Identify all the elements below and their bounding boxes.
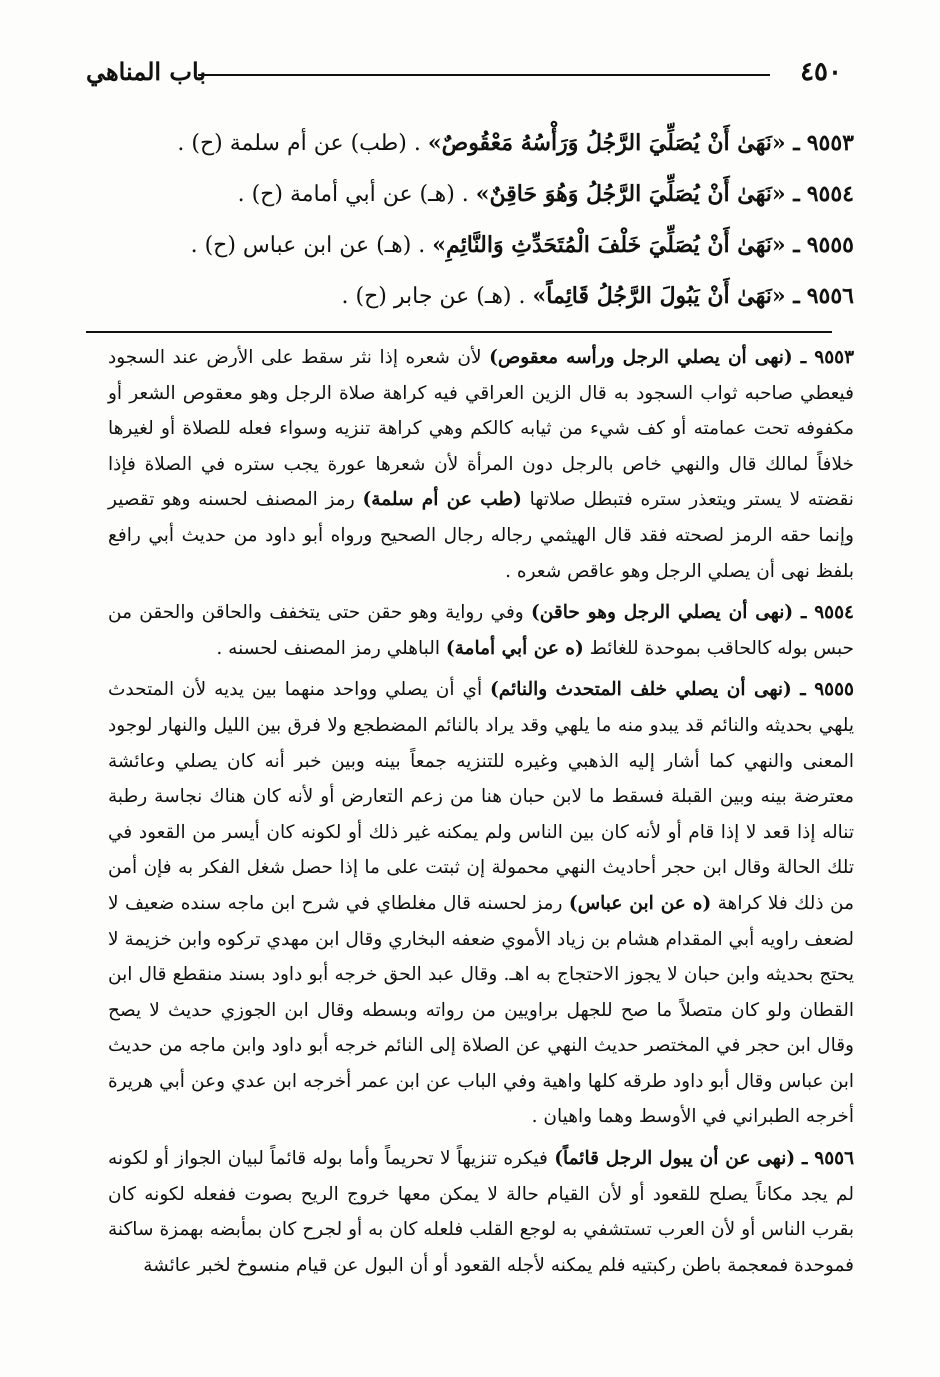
commentary-body: وفي رواية وهو حقن حتى يتخفف والحاقن والحقن من حبس بوله كالحاقب بموحدة للغائط — [108, 602, 854, 659]
commentary-lead: (نهى أن يصلي الرجل وهو حاقن) — [531, 602, 794, 624]
hadith-text: «نَهَىٰ أَنْ يُصَلِّيَ الرَّجُلُ وَرَأْسُهُ مَعْقُوصٌ» — [427, 130, 786, 156]
hadith-item: ٩٥٥٥ ـ «نَهَىٰ أَنْ يُصَلِّيَ خَلْفَ الْمُتَحَدِّثِ وَالنَّائِمِ» . (هـ) عن ابن عباس (ح) . — [190, 232, 854, 258]
hadith-source: . (هـ) عن جابر (ح) . — [341, 284, 526, 309]
hadith-source: . (هـ) عن أبي أمامة (ح) . — [237, 182, 469, 207]
hadith-number: ٩٥٥٥ — [806, 232, 854, 258]
hadith-text: «نَهَىٰ أَنْ يُصَلِّيَ الرَّجُلُ وَهُوَ حَاقِنٌ» — [475, 181, 786, 207]
commentary-body: رمز المصنف لحسنه وهو تقصير وإنما حقه الرمز لصحته فقد قال الهيثمي رجاله رجال الصحيح ورواه أبو داود من حديث أبي رافع بلفظ نهى أن يصلي الرجل وهو عاقص شعره . — [108, 489, 854, 582]
hadith-item: ٩٥٥٣ ـ «نَهَىٰ أَنْ يُصَلِّيَ الرَّجُلُ وَرَأْسُهُ مَعْقُوصٌ» . (طب) عن أم سلمة (ح) . — [177, 130, 854, 156]
commentary-paragraph: ٩٥٥٤ ـ (نهى أن يصلي الرجل وهو حاقن) وفي رواية وهو حقن حتى يتخفف والحاقن والحقن من حبس بوله كالحاقب بموحدة للغائط (ه عن أبي أمامة) الباهلي رمز المصنف لحسنه . — [108, 602, 854, 659]
commentary-lead: (نهى أن يصلي خلف المتحدث والنائم) — [490, 679, 792, 701]
commentary-ref: (ه عن ابن عباس) — [568, 892, 712, 914]
commentary-ref: (ه عن أبي أمامة) — [445, 637, 584, 659]
commentary-paragraph: ٩٥٥٥ ـ (نهى أن يصلي خلف المتحدث والنائم) أي أن يصلي وواحد منهما بين يديه لأن المتحدث يلهي بحديثه والنائم قد يبدو منه ما يلهي وقد يراد بالنائم المضطجع ولا فرق بين الليل والنهار لوجود المعنى والنهي كما أشار إليه الذهبي وغيره للتنزيه جمعاً بينه وبين خبر أنه كان يصلي وعائشة معترضة بينه وبين القبلة فسقط ما لابن حبان هنا من زعم التعارض أو لأنه كان هناك نجاسة رطبة تناله إذا قعد لا إذا قام أو لأنه كان بين الناس ولم يمكنه غير ذلك أو لكونه كان أيسر من القعود في تلك الحالة وقال ابن حجر أحاديث النهي محمولة إن ثبتت على ما إذا حصل شغل الفكر به فإن أمن من ذلك فلا كراهة (ه عن ابن عباس) رمز لحسنه قال مغلطاي في شرح ابن ماجه سنده ضعيف لا لضعف راويه أبي المقدام هشام بن زياد الأموي ضعفه البخاري وقال ابن مهدي تركوه وابن خزيمة لا يحتج بحديثه وابن حبان لا يجوز الاحتجاج به اهـ. وقال عبد الحق خرجه أبو داود بسند منقطع قال ابن القطان ولو كان متصلاً ما صح للجهل براويين من رواته وبسطه وقال ابن الجوزي حديث لا يصح وقال ابن حجر في المختصر حديث النهي عن الصلاة إلى النائم خرجه أبو داود وابن ماجه من حديث ابن عباس وقال أبو داود طرقه كلها واهية وفي الباب عن ابن عمر أخرجه ابن عدي وعن أبي هريرة أخرجه الطبراني في الأوسط وهما واهيان . — [108, 679, 855, 1128]
hadith-text: «نَهَىٰ أَنْ يَبُولَ الرَّجُلُ قَائِماً» — [532, 283, 786, 309]
page-header — [86, 52, 842, 92]
commentary-body: فيكره تنزيهاً لا تحريماً وأما بوله قائماً لبيان الجواز أو لكونه لم يجد مكاناً يصلح للقعود أو لأن القيام حالة لا يمكن معها خروج الريح بصوت ففعله لكونه كان بقرب الناس أو لأن العرب تستشفي به لوجع القلب فلعله كان به أو لجرح كان بمأبضه بهمزة ساكنة فموحدة فمعجمة باطن ركبتيه فلم يمكنه لأجله القعود أو أن البول عن قيام منسوخ لخبر عائشة — [108, 1148, 854, 1276]
hadith-list — [154, 118, 854, 322]
hadith-item: ٩٥٥٦ ـ «نَهَىٰ أَنْ يَبُولَ الرَّجُلُ قَائِماً» . (هـ) عن جابر (ح) . — [341, 283, 854, 309]
commentary-body: لأن شعره إذا نثر سقط على الأرض عند السجود فيعطي صاحبه ثواب السجود به قال الزين العراقي فيه كراهة صلاة الرجل وهو معقوص الشعر أو مكفوفه تحت عمامته أو كف شيء من ثيابه كالكم وهي كراهة تنزيه وسواء فعله للصلاة أو لغيرها خلافاً لمالك قال والنهي خاص بالرجل دون المرأة لأن شعرها عورة يجب ستره في الصلاة فإذا نقضته لا يستر ويتعذر ستره فتبطل صلاتها — [108, 347, 854, 511]
hadith-text: «نَهَىٰ أَنْ يُصَلِّيَ خَلْفَ الْمُتَحَدِّثِ وَالنَّائِمِ» — [432, 232, 786, 258]
hadith-number: ٩٥٥٣ — [806, 130, 854, 156]
header-rule — [198, 74, 770, 76]
commentary-number: ٩٥٥٣ — [814, 347, 855, 368]
commentary-number: ٩٥٥٦ — [814, 1148, 855, 1170]
commentary-section — [108, 340, 854, 1289]
page-number: ٤٥٠ — [800, 57, 842, 87]
commentary-ref: (طب عن أم سلمة) — [362, 489, 522, 511]
hadith-source: . (طب) عن أم سلمة (ح) . — [177, 131, 421, 156]
commentary-paragraph: ٩٥٥٦ ـ (نهى عن أن يبول الرجل قائماً) فيكره تنزيهاً لا تحريماً وأما بوله قائماً لبيان الجواز أو لكونه لم يجد مكاناً يصلح للقعود أو لأن القيام حالة لا يمكن معها خروج الريح بصوت ففعله لكونه كان بقرب الناس أو لأن العرب تستشفي به لوجع القلب فلعله كان به أو لجرح كان بمأبضه بهمزة ساكنة فموحدة فمعجمة باطن ركبتيه فلم يمكنه لأجله القعود أو أن البول عن قيام منسوخ لخبر عائشة — [108, 1148, 855, 1276]
hadith-source: . (هـ) عن ابن عباس (ح) . — [190, 233, 426, 258]
commentary-lead: (نهى أن يصلي الرجل ورأسه معقوص) — [489, 347, 793, 368]
commentary-number: ٩٥٥٤ — [814, 602, 854, 624]
hadith-number: ٩٥٥٤ — [806, 181, 854, 207]
hadith-number: ٩٥٥٦ — [806, 283, 854, 309]
hadith-item: ٩٥٥٤ ـ «نَهَىٰ أَنْ يُصَلِّيَ الرَّجُلُ وَهُوَ حَاقِنٌ» . (هـ) عن أبي أمامة (ح) . — [237, 181, 854, 207]
commentary-body: رمز لحسنه قال مغلطاي في شرح ابن ماجه سنده ضعيف لا لضعف راويه أبي المقدام هشام بن زياد الأموي ضعفه البخاري وقال ابن مهدي تركوه وابن خزيمة لا يحتج بحديثه وابن حبان لا يجوز الاحتجاج به اهـ. وقال عبد الحق خرجه أبو داود بسند منقطع قال ابن القطان ولو كان متصلاً ما صح للجهل براويين من رواته وبسطه وقال ابن الجوزي حديث لا يصح وقال ابن حجر في المختصر حديث النهي عن الصلاة إلى النائم خرجه أبو داود وابن ماجه من حديث ابن عباس وقال أبو داود طرقه كلها واهية وفي الباب عن ابن عمر أخرجه ابن عدي وعن أبي هريرة أخرجه الطبراني في الأوسط وهما واهيان . — [108, 892, 854, 1128]
commentary-lead: (نهى عن أن يبول الرجل قائماً) — [554, 1148, 796, 1170]
commentary-paragraph: ٩٥٥٣ ـ (نهى أن يصلي الرجل ورأسه معقوص) لأن شعره إذا نثر سقط على الأرض عند السجود فيعطي صاحبه ثواب السجود به قال الزين العراقي فيه كراهة صلاة الرجل وهو معقوص الشعر أو مكفوفه تحت عمامته أو كف شيء من ثيابه كالكم وهي كراهة تنزيه وسواء فعله للصلاة أو لغيرها خلافاً لمالك قال والنهي خاص بالرجل دون المرأة لأن شعرها عورة يجب ستره في الصلاة فإذا نقضته لا يستر ويتعذر ستره فتبطل صلاتها (طب عن أم سلمة) رمز المصنف لحسنه وهو تقصير وإنما حقه الرمز لصحته فقد قال الهيثمي رجاله رجال الصحيح ورواه أبو داود من حديث أبي رافع بلفظ نهى أن يصلي الرجل وهو عاقص شعره . — [108, 347, 855, 582]
footnote-separator — [86, 331, 832, 333]
commentary-body: الباهلي رمز المصنف لحسنه . — [216, 637, 440, 659]
commentary-body: أي أن يصلي وواحد منهما بين يديه لأن المتحدث يلهي بحديثه والنائم قد يبدو منه ما يلهي وقد يراد بالنائم المضطجع ولا فرق بين الليل والنهار لوجود المعنى والنهي كما أشار إليه الذهبي وغيره للتنزيه جمعاً بينه وبين خبر أنه كان يصلي وعائشة معترضة بينه وبين القبلة فسقط ما لابن حبان هنا من زعم التعارض أو لأنه كان هناك نجاسة رطبة تناله إذا قعد لا إذا قام أو لأنه كان بين الناس ولم يمكنه غير ذلك أو لكونه كان أيسر من القعود في تلك الحالة وقال ابن حجر أحاديث النهي محمولة إن ثبتت على ما إذا حصل شغل الفكر به فإن أمن من ذلك فلا كراهة — [108, 679, 855, 914]
chapter-title: باب المناهي — [86, 57, 207, 86]
commentary-number: ٩٥٥٥ — [814, 679, 854, 701]
